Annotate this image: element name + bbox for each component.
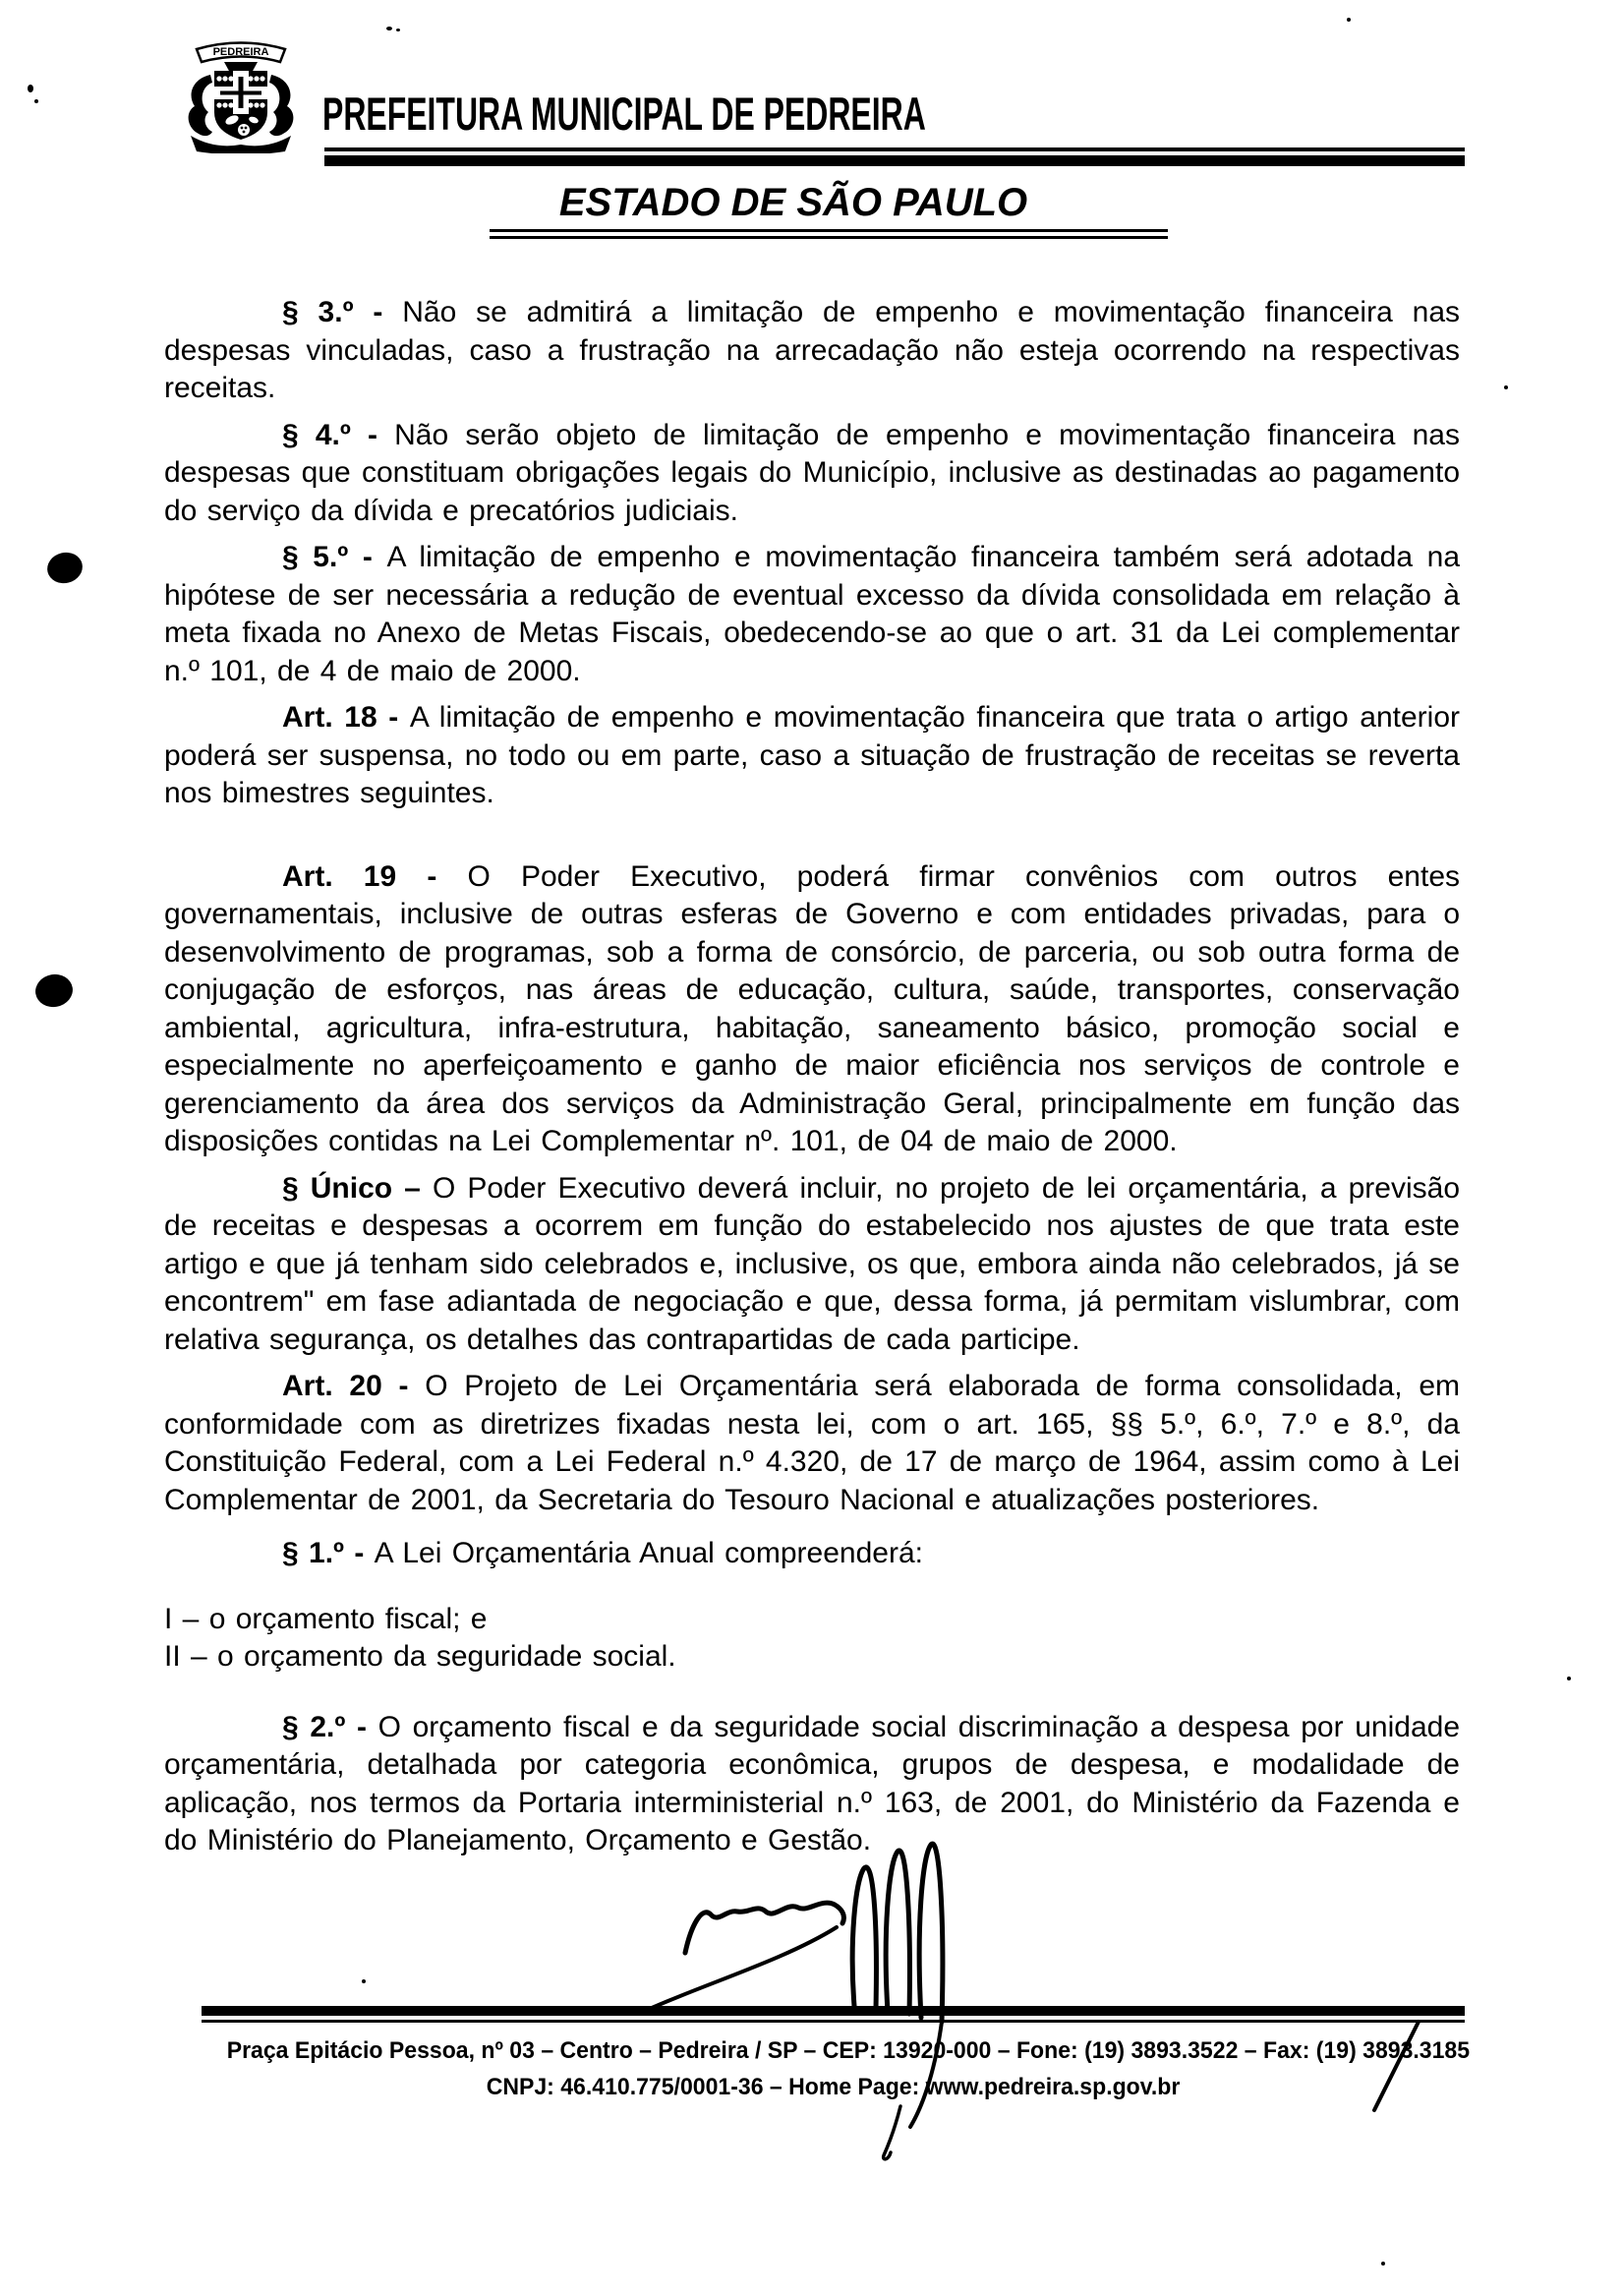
paragraph-5-lead: § 5.º - xyxy=(282,541,387,573)
paragraph-art-19-text: O Poder Executivo, poderá firmar convênios com outros entes governamentais, inclusive de outras esferas de Governo e com entidades privadas, para o desenvolvimento de programas, sob a forma de consórcio, de parceria, ou sob outra forma de conjugação de esforços, nas áreas de educação, cultura, saúde, transportes, conservação ambiental, agricultura, infra-estrutura, habitação, saneamento básico, promoção social e especialmente no aperfeiçoamento e ganho de maior eficiência nos serviços de controle e gerenciamento da área dos serviços da Administração Geral, principalmente em função das disposições contidas na Lei Complementar nº. 101, de 04 de maio de 2000. xyxy=(164,859,1461,1157)
paragraph-unico-lead: § Único – xyxy=(282,1171,433,1205)
paragraph-art-18 xyxy=(164,699,1460,813)
logo-shield xyxy=(214,71,267,140)
logo-supporter-left xyxy=(189,75,212,136)
scan-speck xyxy=(362,1979,366,1983)
paragraph-unico xyxy=(164,1170,1460,1360)
scan-speck xyxy=(1381,2262,1385,2266)
scan-speck xyxy=(1567,1677,1571,1680)
scan-speck xyxy=(28,85,33,92)
footer-rule-thin xyxy=(202,2020,1465,2023)
paragraph-5-text: A limitação de empenho e movimentação financeira também será adotada na hipótese de ser necessária a redução de eventual excesso da dívida consolidada em relação à meta fixada no Anexo de Metas Fiscais, obedecendo-se ao que o art. 31 da Lei complementar n.º 101, de 4 de maio de 2000. xyxy=(164,541,1461,687)
paragraph-art-20-lead: Art. 20 - xyxy=(282,1370,426,1402)
logo-banner xyxy=(197,43,285,63)
scan-speck xyxy=(1504,385,1508,389)
paragraph-art-19-lead: Art. 19 - xyxy=(282,859,468,893)
subtitle-rule-top xyxy=(490,229,1168,232)
document-body xyxy=(164,294,1460,1869)
paragraph-4-lead: § 4.º - xyxy=(282,418,395,451)
page-title: PREFEITURA MUNICIPAL DE PEDREIRA xyxy=(322,88,926,140)
paragraph-3 xyxy=(164,294,1460,408)
footer-address: Praça Epitácio Pessoa, nº 03 – Centro – Pedreira / SP – CEP: 13920-000 – Fone: (19) 3893.3522 – Fax: (19) 3893.3185 xyxy=(226,2037,1471,2064)
paragraph-1-lead: § 1.º - xyxy=(282,1537,375,1569)
paragraph-art-19 xyxy=(164,858,1460,1161)
paragraph-4-text: Não serão objeto de limitação de empenho e movimentação financeira nas despesas que constituam obrigações legais do Município, inclusive as destinadas ao pagamento do serviço da dívida e precatórios judiciais. xyxy=(164,418,1460,527)
scan-speck xyxy=(386,27,392,30)
header-rule-thick xyxy=(324,155,1465,166)
subtitle-rule-bottom xyxy=(490,236,1168,239)
paragraph-art-20 xyxy=(164,1368,1460,1519)
footer-cnpj: CNPJ: 46.410.775/0001-36 – Home Page: www.pedreira.sp.gov.br xyxy=(486,2074,1181,2100)
paragraph-art-20-text: O Projeto de Lei Orçamentária será elaborada de forma consolidada, em conformidade com as diretrizes fixadas nesta lei, com o art. 165, §§ 5.º, 6.º, 7.º e 8.º, da Constituição Federal, com a Lei Federal n.º 4.320, de 17 de março de 1964, assim como à Lei Complementar de 2001, da Secretaria do Tesouro Nacional e atualizações posteriores. xyxy=(164,1370,1460,1516)
paragraph-5 xyxy=(164,539,1460,690)
list-items xyxy=(164,1601,1460,1677)
coat-of-arms-icon xyxy=(175,33,307,153)
header-rule-thin xyxy=(324,147,1465,151)
scan-speck xyxy=(1347,18,1351,22)
paragraph-art-18-text: A limitação de empenho e movimentação financeira que trata o artigo anterior poderá ser suspensa, no todo ou em parte, caso a situação de frustração de receitas se reverta nos bimestres seguintes. xyxy=(164,701,1460,809)
paragraph-3-text: Não se admitirá a limitação de empenho e movimentação financeira nas despesas vinculadas, caso a frustração na arrecadação não esteja ocorrendo na respectivas receitas. xyxy=(164,296,1460,404)
scan-speck xyxy=(34,99,38,103)
logo-supporter-right xyxy=(269,75,293,136)
paragraph-2 xyxy=(164,1709,1460,1860)
paragraph-1-text: A Lei Orçamentária Anual compreenderá: xyxy=(374,1537,923,1569)
paragraph-2-text: O orçamento fiscal e da seguridade social discriminação a despesa por unidade orçamentária, detalhada por categoria econômica, grupos de despesa, e modalidade de aplicação, nos termos da Portaria interministerial n.º 163, de 2001, do Ministério da Fazenda e do Ministério do Planejamento, Orçamento e Gestão. xyxy=(164,1710,1461,1856)
hole-punch-mark xyxy=(44,549,86,587)
scan-speck xyxy=(396,29,400,31)
handwritten-signature xyxy=(652,1844,1419,2159)
page-subtitle: ESTADO DE SÃO PAULO xyxy=(558,181,1028,224)
paragraph-2-lead: § 2.º - xyxy=(282,1710,378,1743)
paragraph-1 xyxy=(164,1535,1460,1573)
paragraph-4 xyxy=(164,417,1460,531)
paragraph-art-18-lead: Art. 18 - xyxy=(282,701,410,734)
footer-rule-thick xyxy=(202,2006,1465,2016)
hole-punch-mark xyxy=(32,971,75,1010)
list-item-2: II – o orçamento da seguridade social. xyxy=(164,1640,676,1673)
paragraph-unico-text: O Poder Executivo deverá incluir, no projeto de lei orçamentária, a previsão de receitas e despesas a ocorrem em função do estabelecido nos ajustes de que trata este artigo e que já tenham sido celebrados e, inclusive, os que, embora ainda não celebrados, já se encontrem" em fase adiantada de negociação e que, dessa forma, já permitam vislumbrar, com relativa segurança, os detalhes das contrapartidas de cada participe. xyxy=(164,1171,1461,1356)
logo-banner-text: PEDREIRA xyxy=(212,46,269,58)
coat-of-arms-logo xyxy=(175,33,307,153)
paragraph-3-lead: § 3.º - xyxy=(282,296,403,328)
list-item-1: I – o orçamento fiscal; e xyxy=(164,1602,488,1635)
